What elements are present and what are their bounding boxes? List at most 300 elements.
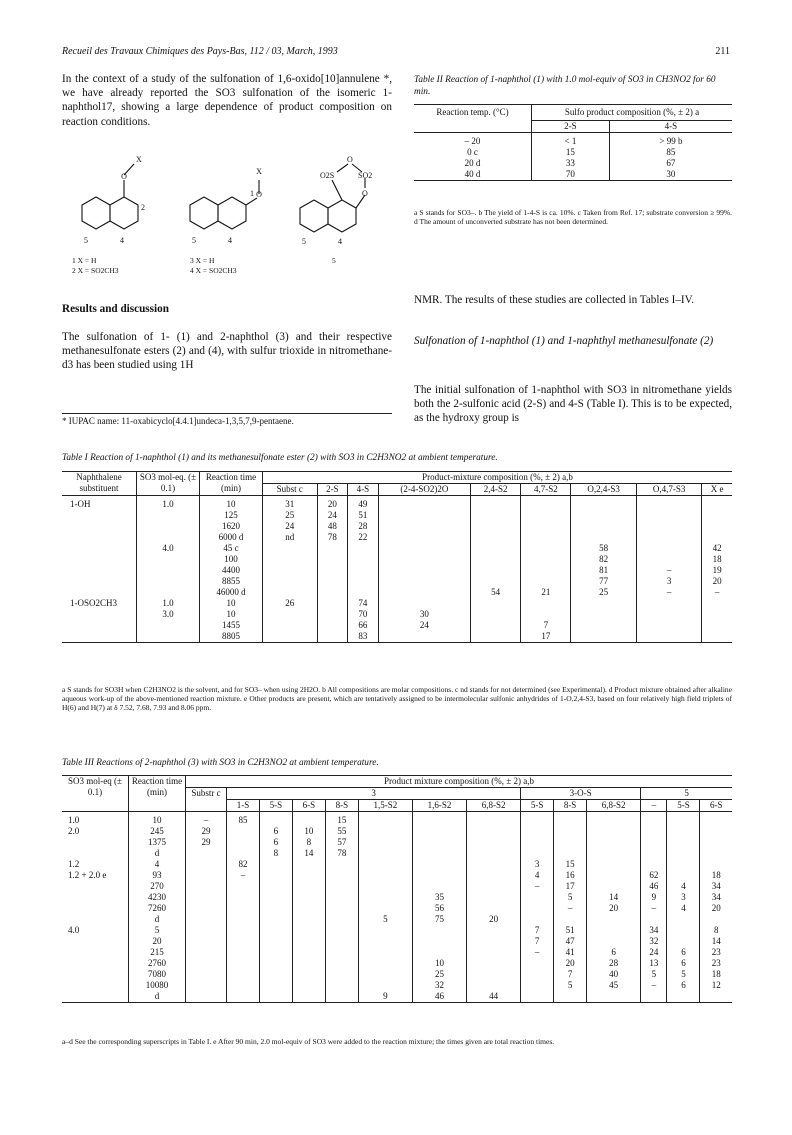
t3-cell [667, 848, 700, 859]
t1-cell: – [714, 587, 720, 597]
t3-cell [412, 859, 466, 870]
t1-cell [378, 496, 470, 511]
t3-cell [227, 892, 260, 903]
t1-cell [317, 576, 348, 587]
t1-cell [571, 532, 636, 543]
t3-col-header: 1,6-S2 [412, 800, 466, 812]
t3-cell: 14 [711, 936, 721, 946]
t1-cell [62, 543, 137, 554]
s1-x: X [136, 155, 142, 164]
table-row [62, 826, 732, 837]
t1-cell [137, 510, 200, 521]
t3-cell [467, 980, 521, 991]
t3-cell [467, 870, 521, 881]
t1-cell [571, 510, 636, 521]
table-row [62, 958, 732, 969]
t3-cell: 7080 [129, 969, 186, 980]
t1-cell [378, 554, 470, 565]
t1-cell [348, 554, 379, 565]
t1-cell [521, 609, 571, 620]
t3-cell [259, 903, 292, 914]
t1-cell [263, 543, 318, 554]
t3-cell [259, 936, 292, 947]
table-row [62, 947, 732, 958]
t3-cell [587, 812, 641, 827]
t3-cell [227, 903, 260, 914]
t1-cell [137, 521, 200, 532]
t1-cell [62, 620, 137, 631]
t1-cell: 4.0 [137, 543, 200, 554]
s2-o: O [256, 190, 262, 199]
s3-so2: SO2 [358, 171, 373, 180]
table-row [62, 565, 732, 576]
table3-grid [62, 775, 732, 1003]
t3-cell: 6 [667, 958, 700, 969]
t3-cell: 16 [554, 870, 587, 881]
t1-col-header: 4,7-S2 [521, 484, 571, 496]
t3-cell [62, 903, 129, 914]
t3-cell: 4 [667, 881, 700, 892]
t3-cell [467, 837, 521, 848]
t1-cell [137, 565, 200, 576]
t3-cell: 8 [292, 837, 325, 848]
t3-cell [186, 936, 227, 947]
table-row [62, 925, 732, 936]
t3-cell: 56 [412, 903, 466, 914]
t1-cell [378, 631, 470, 643]
t3-cell: 13 [641, 958, 667, 969]
t1-cell: 10 [200, 598, 263, 609]
t3-cell: 9 [358, 991, 412, 1003]
t3-cell: 7 [521, 925, 554, 936]
t3-cell: 8 [713, 925, 719, 935]
t3-cell: 4 [129, 859, 186, 870]
table1-caption: Table I Reaction of 1-naphthol (1) and its methanesulfonate ester (2) with SO3 in C2H3NO2 at ambient temperature. [62, 453, 498, 463]
t3-cell [62, 991, 129, 1003]
t3-cell [259, 980, 292, 991]
t3-cell: – [641, 903, 667, 914]
t1-cell: 8855 [200, 576, 263, 587]
t3-cell: 6 [259, 837, 292, 848]
s3-pos5: 5 [302, 237, 306, 246]
t1-cell [317, 609, 348, 620]
t1-cell: 54 [471, 587, 521, 598]
t3-cell [325, 947, 358, 958]
t1-cell: 1-OSO2CH3 [62, 598, 137, 609]
t1-cell [521, 521, 571, 532]
t3-cell [259, 925, 292, 936]
t1-cell [702, 521, 732, 532]
structures-svg [62, 150, 392, 280]
t3-cell: 32 [412, 980, 466, 991]
t3-cell [358, 903, 412, 914]
t1-cell [521, 543, 571, 554]
t3-cell [641, 991, 667, 1003]
right-top-text: NMR. The results of these studies are collected in Tables I–IV. [414, 294, 695, 306]
t3-cell [521, 980, 554, 991]
t3-cell [412, 812, 466, 827]
t1-cell: 51 [348, 510, 379, 521]
t1-cell: 1455 [200, 620, 263, 631]
t3-cell: 6 [667, 947, 700, 958]
t3-cell [325, 958, 358, 969]
t3-cell [227, 925, 260, 936]
t3-cell [554, 848, 587, 859]
t3-cell: 7260 [129, 903, 186, 914]
table-row [62, 859, 732, 870]
t3-cell [467, 859, 521, 870]
t1-cell: 30 [378, 609, 470, 620]
t3-cell [62, 848, 129, 859]
t3-cell [358, 980, 412, 991]
t3-cell [587, 848, 641, 859]
table-row [62, 870, 732, 881]
t1-cell: 1-OH [62, 496, 137, 511]
table2-grid [414, 104, 732, 181]
table3 [62, 775, 732, 1003]
t3-cell [325, 881, 358, 892]
t3-cell [641, 859, 667, 870]
t3-cell: 34 [711, 892, 721, 902]
t3-cell: 41 [554, 947, 587, 958]
t1-cell [636, 554, 701, 565]
t1-cell [571, 609, 636, 620]
t1-cell [636, 620, 701, 631]
t1-cell [702, 598, 732, 609]
t1-cell: – [636, 565, 701, 576]
t3-cell: 1.2 + 2.0 e [62, 870, 129, 881]
s2-pos5: 5 [192, 236, 196, 245]
t3-cell: 46 [412, 991, 466, 1003]
t3-cell [412, 826, 466, 837]
right-paragraph: The initial sulfonation of 1-naphthol with SO3 in nitromethane yields both the 2-sulfonic acid (2-S) and 4-S (Table I). This is to be expected, as the hydroxy group is [414, 384, 732, 425]
t3-cell: 270 [129, 881, 186, 892]
t3-cell [227, 958, 260, 969]
t3-cell [62, 892, 129, 903]
t2-h-2s: 2-S [532, 121, 610, 133]
table3-caption: Table III Reactions of 2-naphthol (3) with SO3 in C2H3NO2 at ambient temperature. [62, 758, 379, 768]
table-row [62, 510, 732, 521]
t3-cell [62, 969, 129, 980]
table1 [62, 471, 732, 643]
t1-cell: 3 [636, 576, 701, 587]
t3-col-header: 5-S [259, 800, 292, 812]
t1-cell [378, 521, 470, 532]
intro-paragraph [62, 72, 392, 129]
t3-cell [358, 859, 412, 870]
t1-cell: 8805 [200, 631, 263, 643]
t3-cell: 1.2 [62, 859, 129, 870]
t3-cell [521, 914, 554, 925]
t1-cell [62, 521, 137, 532]
t3-cell [587, 936, 641, 947]
t1-cell: 24 [378, 620, 470, 631]
t3-cell [554, 837, 587, 848]
t3-cell [186, 859, 227, 870]
t3-cell: 5 [554, 980, 587, 991]
t2-cell: 30 [666, 169, 676, 179]
t3-col-header: 1,5-S2 [358, 800, 412, 812]
t3-cell [358, 881, 412, 892]
s2-pos1: 1 [250, 189, 254, 198]
t3-cell [227, 826, 260, 837]
s2-x: X [256, 167, 262, 176]
t3-cell [325, 892, 358, 903]
t3-cell [667, 991, 700, 1003]
t1-cell: 78 [317, 532, 348, 543]
t1-cell [636, 598, 701, 609]
t3-cell: – [227, 870, 260, 881]
t3-cell: 44 [467, 991, 521, 1003]
table-row [414, 133, 732, 148]
t1-cell [636, 543, 701, 554]
running-header [62, 46, 730, 60]
t3-cell [62, 837, 129, 848]
t1-col-header: (2-4-SO2)2O [378, 484, 470, 496]
t1-cell [317, 554, 348, 565]
t1-cell: 3.0 [137, 609, 200, 620]
s1-pos5: 5 [84, 236, 88, 245]
t1-h-so3: SO3 mol-eq. (± 0.1) [137, 472, 200, 496]
t3-h-so3: SO3 mol-eq (± 0.1) [62, 776, 129, 812]
t3-cell [292, 969, 325, 980]
t3-col-header: 6-S [292, 800, 325, 812]
table-row [62, 936, 732, 947]
s3-o-top: O [347, 155, 353, 164]
t3-cell [259, 870, 292, 881]
t1-cell [471, 496, 521, 511]
t3-cell [358, 812, 412, 827]
t3-cell: 45 [587, 980, 641, 991]
table-row [62, 598, 732, 609]
t1-h-prod: Product-mixture composition (%, ± 2) a,b [263, 472, 733, 484]
t3-cell [587, 881, 641, 892]
t3-cell [186, 870, 227, 881]
t3-cell: d [129, 991, 186, 1003]
t2-cell: 40 d [414, 169, 532, 181]
t1-cell [521, 576, 571, 587]
label-3: 3 X = H [190, 256, 215, 265]
t3-cell [62, 936, 129, 947]
t3-cell: 34 [641, 925, 667, 936]
t3-cell [467, 947, 521, 958]
t3-cell [186, 969, 227, 980]
t3-cell [521, 848, 554, 859]
t3-cell [412, 848, 466, 859]
t3-cell: 62 [641, 870, 667, 881]
t1-cell [137, 554, 200, 565]
t1-cell [636, 609, 701, 620]
t3-cell: 5 [641, 969, 667, 980]
t3-cell: 23 [711, 947, 721, 957]
t1-cell: – [636, 587, 701, 598]
t3-cell [641, 826, 667, 837]
t3-cell [227, 914, 260, 925]
t1-cell [62, 565, 137, 576]
t1-cell: 20 [712, 576, 722, 586]
t1-cell [263, 576, 318, 587]
t1-cell [471, 620, 521, 631]
table-row [62, 543, 732, 554]
t3-cell: 23 [711, 958, 721, 968]
t1-cell [702, 532, 732, 543]
s1-pos4: 4 [120, 236, 124, 245]
t1-cell [471, 565, 521, 576]
t1-cell [702, 510, 732, 521]
t3-cell [521, 826, 554, 837]
table-row [62, 587, 732, 598]
t1-cell [571, 620, 636, 631]
t3-cell [325, 859, 358, 870]
t1-cell [471, 576, 521, 587]
t1-cell: 66 [348, 620, 379, 631]
t3-cell: 10 [292, 826, 325, 837]
t1-cell: nd [263, 532, 318, 543]
subheading: Sulfonation of 1-naphthol (1) and 1-naphthyl methanesulfonate (2) [414, 335, 714, 347]
t3-cell [292, 936, 325, 947]
t3-cell [325, 870, 358, 881]
t3-cell [292, 914, 325, 925]
t3-cell [186, 848, 227, 859]
t3-cell: d [129, 848, 186, 859]
t1-cell [317, 598, 348, 609]
t1-cell [348, 565, 379, 576]
label-1: 1 X = H [72, 256, 97, 265]
t3-cell: 2.0 [62, 826, 129, 837]
t1-col-header: 4-S [348, 484, 379, 496]
t3-cell: 93 [129, 870, 186, 881]
t3-cell: 20 [711, 903, 721, 913]
t1-cell: 22 [348, 532, 379, 543]
t3-cell [358, 969, 412, 980]
t3-cell [587, 870, 641, 881]
t1-cell [263, 620, 318, 631]
t1-cell [471, 532, 521, 543]
t3-cell: 85 [227, 812, 260, 827]
t1-cell [378, 510, 470, 521]
t3-cell [521, 991, 554, 1003]
t1-cell: 24 [263, 521, 318, 532]
t3-cell: 6 [259, 826, 292, 837]
t3-col-header: 1-S [227, 800, 260, 812]
t3-cell: 7 [521, 936, 554, 947]
t1-cell: 48 [317, 521, 348, 532]
t1-cell [571, 496, 636, 511]
t1-cell: 42 [712, 543, 722, 553]
t3-cell [186, 903, 227, 914]
t3-cell: 75 [412, 914, 466, 925]
t1-cell: 18 [712, 554, 722, 564]
t3-cell [259, 859, 292, 870]
t1-cell [317, 587, 348, 598]
t2-cell: 0 c [414, 147, 532, 158]
t3-cell [412, 870, 466, 881]
table-row [62, 532, 732, 543]
t3-cell: 20 [554, 958, 587, 969]
t1-cell: 45 c [200, 543, 263, 554]
t1-cell [471, 521, 521, 532]
table-row [62, 812, 732, 827]
t1-cell: 82 [571, 554, 636, 565]
t3-cell [554, 812, 587, 827]
t1-cell: 28 [348, 521, 379, 532]
t1-cell: 24 [317, 510, 348, 521]
t1-cell: 6000 d [200, 532, 263, 543]
t3-cell [667, 870, 700, 881]
t1-cell [137, 631, 200, 643]
t3-cell: 4.0 [62, 925, 129, 936]
t3-cell [325, 925, 358, 936]
t1-cell [471, 598, 521, 609]
t1-cell [137, 620, 200, 631]
t1-cell [263, 609, 318, 620]
t3-cell [259, 958, 292, 969]
intro-text: In the context of a study of the sulfonation of 1,6-oxido[10]annulene *, we have already reported the SO3 sulfonation of the isomeric 1-naphthol17, showing a large dependence of product composition on reaction conditions. [62, 73, 392, 128]
t3-col-header: 5-S [667, 800, 700, 812]
t3-cell: 28 [587, 958, 641, 969]
t1-cell: 49 [348, 496, 379, 511]
t3-cell [700, 837, 732, 848]
t3-col-header: 6-S [700, 800, 732, 812]
t3-cell [587, 826, 641, 837]
table1-grid [62, 471, 732, 643]
t3-cell [325, 936, 358, 947]
t1-cell [521, 532, 571, 543]
table-row [62, 892, 732, 903]
t3-cell [62, 914, 129, 925]
table-row [62, 991, 732, 1003]
t1-cell [348, 576, 379, 587]
table-row [414, 169, 732, 181]
t3-cell: d [129, 914, 186, 925]
t3-cell: 14 [292, 848, 325, 859]
t3-cell [667, 914, 700, 925]
t1-cell: 10 [200, 609, 263, 620]
t3-cell [587, 837, 641, 848]
t3-col-header: – [641, 800, 667, 812]
table3-footnote: a–d See the corresponding superscripts in Table I. e After 90 min, 2.0 mol-equiv of SO3 were added to the reaction mixture; the times given are total reaction times. [62, 1037, 555, 1046]
t3-cell [325, 991, 358, 1003]
t3-cell [412, 881, 466, 892]
t1-cell [471, 554, 521, 565]
t3-cell [358, 947, 412, 958]
table-row [62, 969, 732, 980]
t3-cell [227, 969, 260, 980]
t3-cell [667, 826, 700, 837]
t1-cell [263, 631, 318, 643]
t3-cell [358, 848, 412, 859]
t1-h-time: Reaction time (min) [200, 472, 263, 496]
t3-cell [227, 980, 260, 991]
page-number: 211 [715, 46, 730, 57]
t1-cell: 46000 d [200, 587, 263, 598]
t1-col-header: O,4,7-S3 [636, 484, 701, 496]
t2-cell: 67 [666, 158, 676, 168]
s1-o: O [121, 172, 127, 181]
t3-cell [412, 837, 466, 848]
footnote-rule [62, 413, 392, 414]
t3-cell: 2760 [129, 958, 186, 969]
t1-cell: 31 [263, 496, 318, 511]
t3-cell: 8 [259, 848, 292, 859]
t3-cell: 51 [554, 925, 587, 936]
t1-cell: 26 [263, 598, 318, 609]
t3-cell [292, 980, 325, 991]
t3-cell: 82 [227, 859, 260, 870]
t1-cell: 17 [521, 631, 571, 643]
t1-cell: 19 [712, 565, 722, 575]
t1-cell [471, 510, 521, 521]
